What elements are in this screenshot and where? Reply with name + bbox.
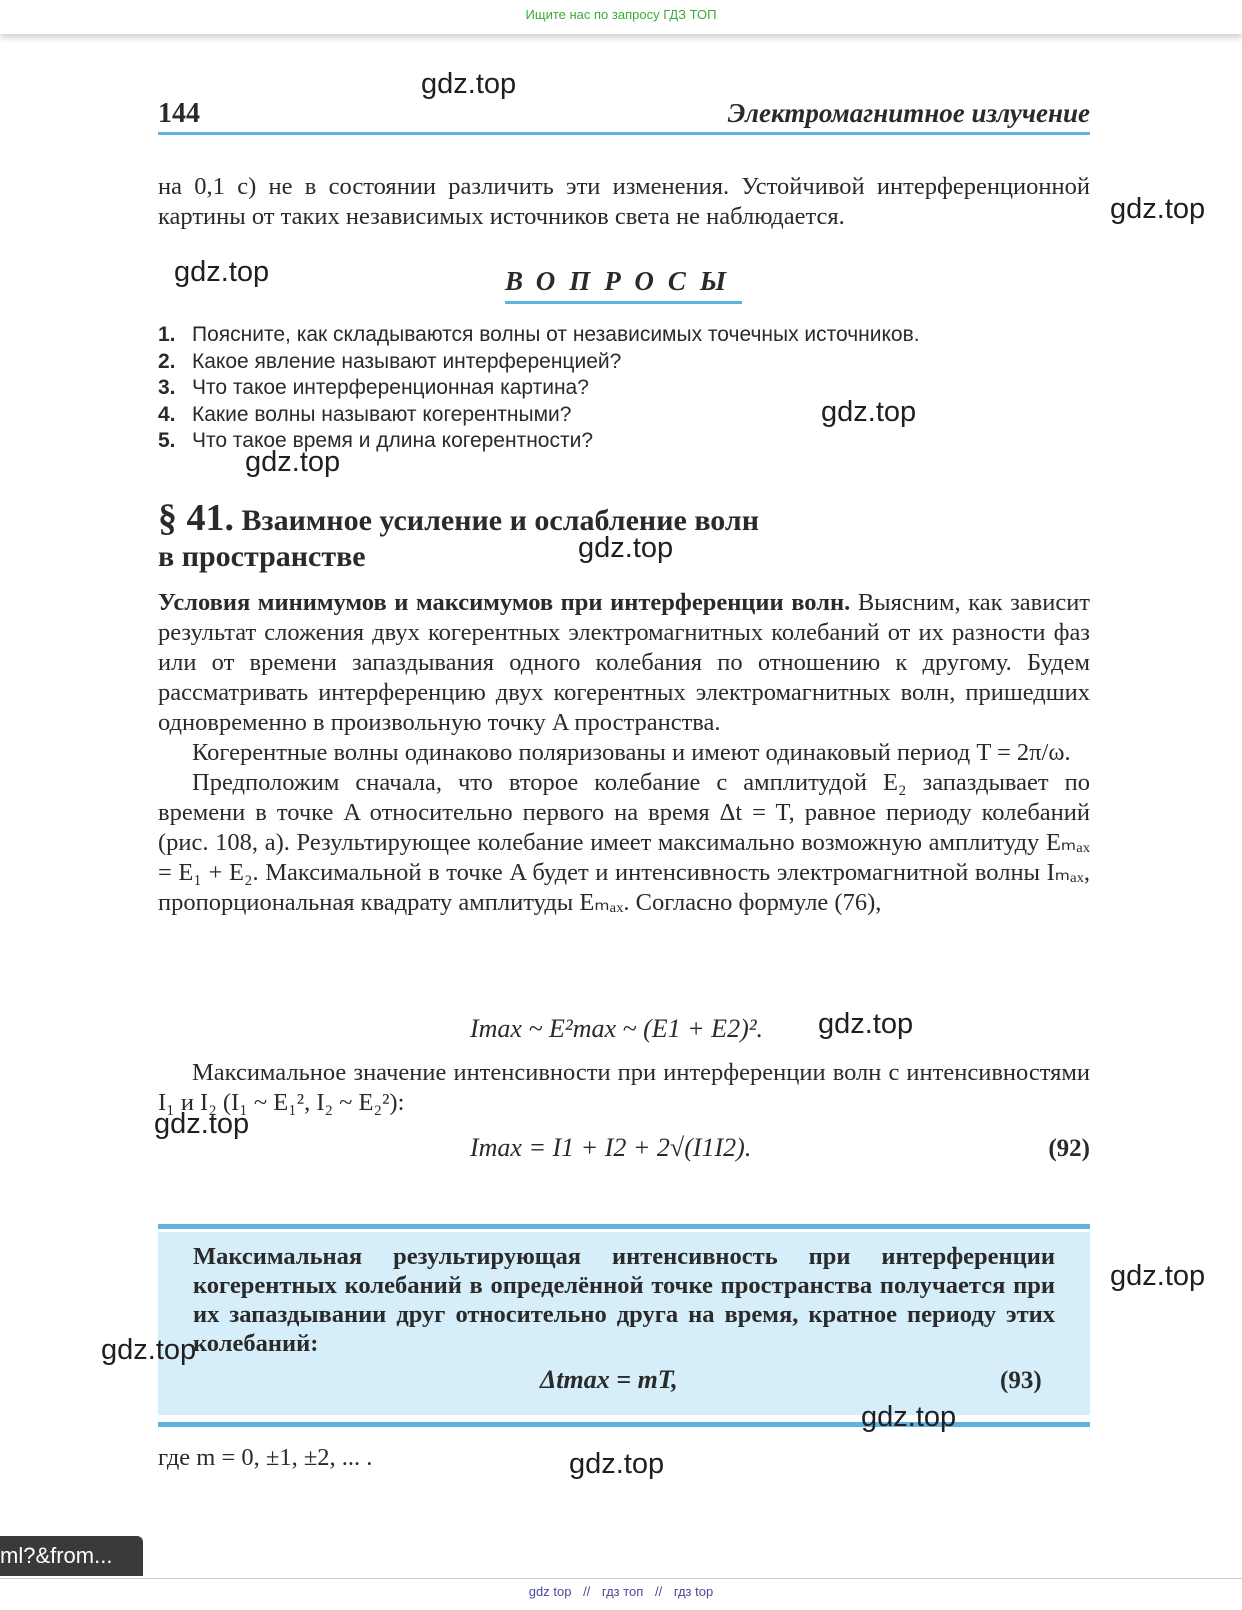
footer-link-gdz-top-ru[interactable]: гдз топ: [601, 1584, 644, 1599]
questions-underline: [505, 301, 742, 304]
url-tooltip[interactable]: [0, 1536, 143, 1576]
highlight-box-text: Максимальная результирующая интенсивность при интерференции когерентных колебаний в определённой точке пространства получается при их запаздывании друг относительно друга на время, кратное периоду этих колебаний:: [193, 1243, 1055, 1357]
header-divider: [158, 132, 1090, 135]
formula-93: Δtmax = mT,: [540, 1365, 678, 1394]
section-title-line1: Взаимное усиление и ослабление волн: [241, 504, 760, 537]
footer-link-gdz-top[interactable]: gdz top: [528, 1584, 572, 1599]
questions-list: [158, 322, 920, 455]
formula-imax-proportional: Imax ~ E²max ~ (E1 + E2)².: [470, 1014, 764, 1043]
watermark: gdz.top: [245, 446, 341, 478]
page-number: 144: [158, 98, 200, 129]
top-banner-text[interactable]: Ищите нас по запросу ГДЗ ТОП: [525, 7, 717, 22]
section-title-line2: в пространстве: [158, 540, 366, 573]
question-item: 3. Что такое интерференционная картина?: [158, 376, 589, 399]
watermark: gdz.top: [154, 1108, 250, 1140]
formula-92: Imax = I1 + I2 + 2√(I1I2).: [470, 1133, 752, 1162]
paragraph-suppose: Предположим сначала, что второе колебание с амплитудой E₂ запаздывает по времени в точке A относительно первого на время Δt = T, равное периоду колебаний (рис. 108, а). Результирующее колебание имеет максимально возможную амплитуду Eₘₐₓ = E₁ + E₂. Максимальной в точке A будет и интенсивность электромагнитной волны Iₘₐₓ, пропорциональная квадрату амплитуды Eₘₐₓ. Согласно формуле (76),: [158, 769, 1090, 916]
question-item: 1. Поясните, как складываются волны от независимых точечных источников.: [158, 323, 920, 346]
paragraph-lead: Условия минимумов и максимумов при интерференции волн.: [158, 589, 851, 616]
paragraph-maximum: Максимальное значение интенсивности при интерференции волн с интенсивностями I₁ и I₂ (I₁ ~ E₁², I₂ ~ E₂²):: [158, 1059, 1090, 1116]
question-item: 2. Какое явление называют интерференцией?: [158, 349, 622, 373]
question-item: 4. Какие волны называют когерентными?: [158, 402, 572, 426]
footnote-text: где m = 0, ±1, ±2, ... .: [158, 1444, 373, 1471]
watermark: gdz.top: [821, 396, 917, 428]
footer-links: [0, 1584, 1242, 1599]
watermark: gdz.top: [569, 1448, 665, 1480]
url-tooltip-text[interactable]: ml?&from...: [0, 1543, 113, 1568]
watermark: gdz.top: [421, 68, 517, 100]
question-item: 5. Что такое время и длина когерентности?: [158, 429, 593, 452]
watermark: gdz.top: [861, 1401, 957, 1433]
watermark: gdz.top: [1110, 193, 1206, 225]
equation-number-93: (93): [1000, 1367, 1042, 1394]
footer-separator: //: [654, 1584, 663, 1599]
chapter-title: Электромагнитное излучение: [727, 98, 1090, 128]
watermark: gdz.top: [174, 256, 270, 288]
textbook-page: [0, 38, 1242, 1578]
footer-link-gdz-top-mixed[interactable]: гдз top: [673, 1584, 714, 1599]
equation-number-92: (92): [1048, 1135, 1090, 1162]
top-banner[interactable]: [0, 0, 1242, 34]
watermark: gdz.top: [578, 532, 674, 564]
watermark: gdz.top: [1110, 1260, 1206, 1292]
questions-title: ВОПРОСЫ: [505, 266, 741, 296]
footer-separator: //: [583, 1584, 591, 1599]
section-sign: § 41.: [158, 497, 234, 539]
intro-paragraph: на 0,1 с) не в состоянии различить эти изменения. Устойчивой интерференционной картины от таких независимых источников света не наблюдается.: [158, 173, 1090, 230]
paragraph-coherent: Когерентные волны одинаково поляризованы и имеют одинаковый период T = 2π/ω.: [192, 739, 1071, 766]
watermark: gdz.top: [101, 1334, 197, 1366]
footer-divider: [0, 1578, 1242, 1579]
body-text: [158, 588, 1090, 918]
paragraph-conditions: Условия минимумов и максимумов при интерференции волн. Выясним, как зависит результат сложения двух когерентных электромагнитных колебаний от их разности фаз или от времени запаздывания одного колебания по отношению к другому. Будем рассматривать интерференцию двух когерентных электромагнитных волн, пришедших одновременно в произвольную точку A пространства.: [158, 589, 1091, 736]
box-top-rule: [158, 1224, 1090, 1229]
watermark: gdz.top: [818, 1008, 914, 1040]
